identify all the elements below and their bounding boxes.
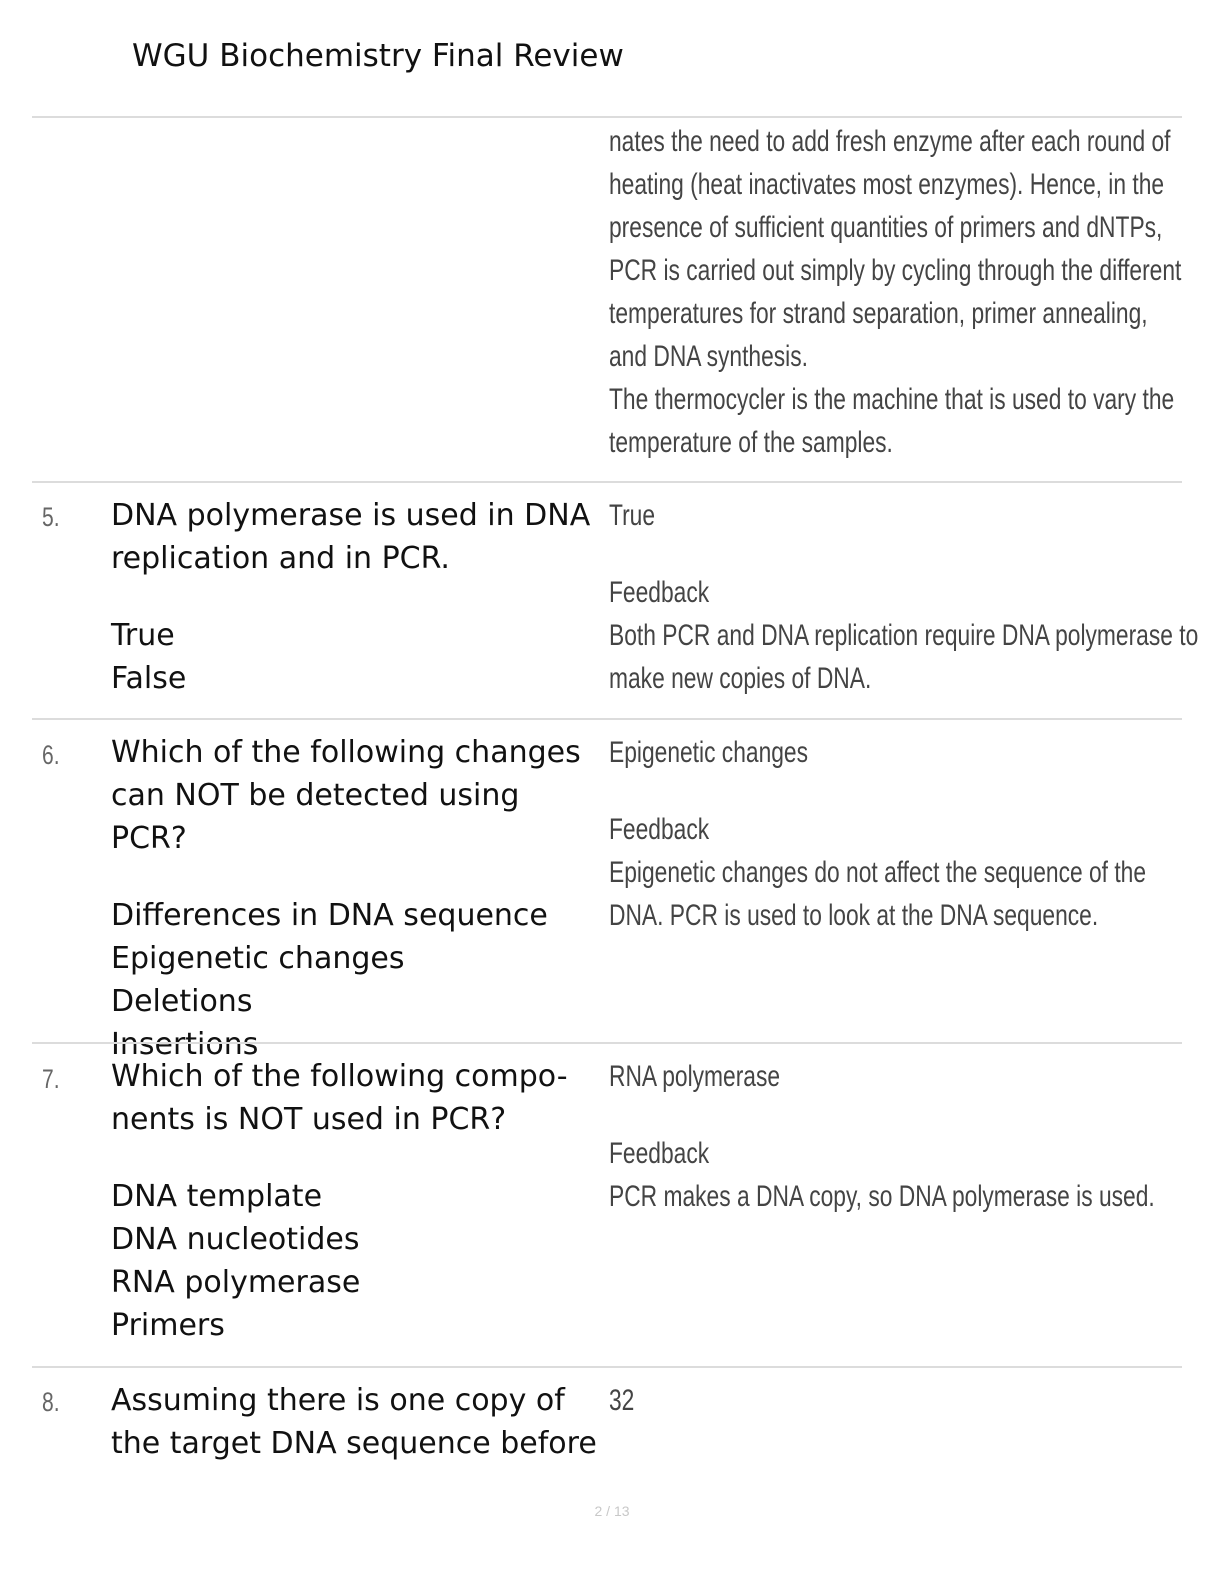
answer-line: nates the need to add fresh enzyme after each round of bbox=[609, 125, 1171, 158]
answer-value: True bbox=[609, 499, 656, 532]
answer-line: temperature of the samples. bbox=[609, 426, 893, 459]
option-item: Deletions bbox=[111, 984, 253, 1019]
question-line: the target DNA sequence before bbox=[111, 1426, 597, 1461]
options-list bbox=[111, 614, 601, 700]
question-number: 7. bbox=[42, 1064, 60, 1094]
answer-line: The thermocycler is the machine that is used to vary the bbox=[609, 383, 1175, 416]
options-list bbox=[111, 1175, 601, 1347]
option-item: Insertions bbox=[111, 1027, 259, 1062]
question-8 bbox=[111, 1379, 601, 1465]
question-line: nents is NOT used in PCR? bbox=[111, 1102, 507, 1137]
option-item: Primers bbox=[111, 1308, 225, 1343]
feedback-line: Both PCR and DNA replication require DNA polymerase to bbox=[609, 619, 1199, 652]
answer-line: heating (heat inactivates most enzymes). Hence, in the bbox=[609, 168, 1165, 201]
question-line: Which of the following changes bbox=[111, 735, 581, 770]
question-text bbox=[111, 1379, 601, 1465]
feedback-line: DNA. PCR is used to look at the DNA sequence. bbox=[609, 899, 1099, 932]
question-number: 8. bbox=[42, 1387, 60, 1417]
question-text bbox=[111, 1055, 601, 1141]
option-item: DNA template bbox=[111, 1179, 323, 1214]
feedback-label: Feedback bbox=[609, 576, 710, 609]
continued-answer bbox=[609, 120, 1182, 464]
answer-5 bbox=[609, 494, 1199, 700]
question-line: can NOT be detected using PCR? bbox=[111, 778, 520, 856]
question-6 bbox=[111, 731, 601, 1066]
page-number: 2 / 13 bbox=[594, 1503, 630, 1519]
divider bbox=[32, 116, 1182, 118]
option-item: Epigenetic changes bbox=[111, 941, 405, 976]
answer-7 bbox=[609, 1055, 1164, 1218]
answer-line: PCR is carried out simply by cycling through the different bbox=[609, 254, 1182, 287]
question-7 bbox=[111, 1055, 601, 1347]
divider bbox=[32, 481, 1182, 483]
feedback-label: Feedback bbox=[609, 1137, 710, 1170]
question-line: Which of the following compo- bbox=[111, 1059, 568, 1094]
question-line: Assuming there is one copy of bbox=[111, 1383, 565, 1418]
answer-value: Epigenetic changes bbox=[609, 736, 809, 769]
divider bbox=[32, 718, 1182, 720]
answer-line: presence of sufficient quantities of primers and dNTPs, bbox=[609, 211, 1163, 244]
question-number: 6. bbox=[42, 740, 60, 770]
answer-line: and DNA synthesis. bbox=[609, 340, 808, 373]
option-item: Differences in DNA sequence bbox=[111, 898, 548, 933]
question-text bbox=[111, 731, 601, 860]
answer-value: RNA polymerase bbox=[609, 1060, 781, 1093]
option-item: RNA polymerase bbox=[111, 1265, 361, 1300]
question-5 bbox=[111, 494, 601, 700]
answer-6 bbox=[609, 731, 1164, 937]
answer-value: 32 bbox=[609, 1384, 635, 1417]
answer-line: temperatures for strand separation, primer annealing, bbox=[609, 297, 1148, 330]
option-item: False bbox=[111, 661, 187, 696]
answer-8 bbox=[609, 1379, 1164, 1422]
options-list bbox=[111, 894, 601, 1066]
divider bbox=[32, 1366, 1182, 1368]
feedback-line: make new copies of DNA. bbox=[609, 662, 872, 695]
feedback-line: Epigenetic changes do not affect the sequence of the bbox=[609, 856, 1147, 889]
question-number: 5. bbox=[42, 502, 60, 532]
question-line: DNA polymerase is used in DNA bbox=[111, 498, 591, 533]
question-text bbox=[111, 494, 601, 580]
divider bbox=[32, 1042, 1182, 1044]
question-line: replication and in PCR. bbox=[111, 541, 450, 576]
option-item: DNA nucleotides bbox=[111, 1222, 360, 1257]
document-title: WGU Biochemistry Final Review bbox=[132, 38, 624, 74]
feedback-label: Feedback bbox=[609, 813, 710, 846]
option-item: True bbox=[111, 618, 175, 653]
feedback-line: PCR makes a DNA copy, so DNA polymerase is used. bbox=[609, 1180, 1155, 1213]
